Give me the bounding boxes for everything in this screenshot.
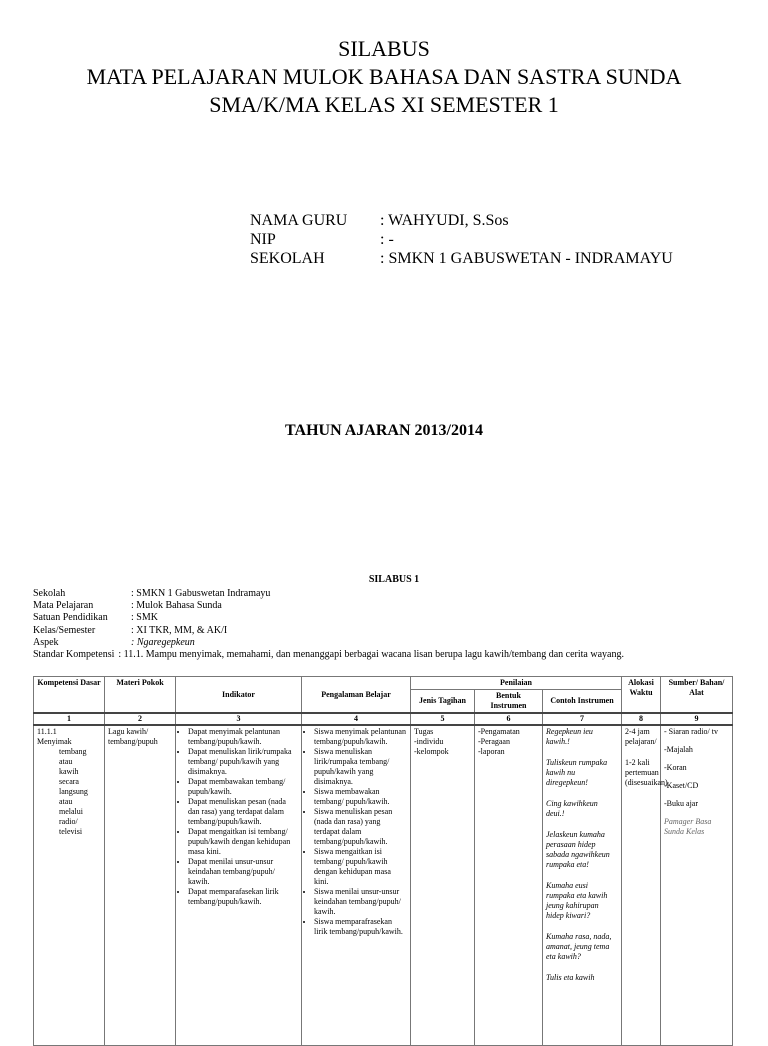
cell-alokasi [622,725,668,1045]
col-alokasi: Alokasi Waktu [622,677,661,714]
jenis-item: Tugas [414,727,434,736]
sumber-item: - Siaran radio/ tv [664,727,718,736]
school-row [250,249,673,268]
col-number: 8 [622,713,661,725]
sumber-item: -Kaset/CD [664,781,699,790]
cell-indikator [176,725,302,1045]
bentuk-item: -Pengamatan [478,727,520,736]
col-materi: Materi Pokok [105,677,176,714]
cell-materi: Lagu kawih/ tembang/pupuh [105,725,176,1045]
pengalaman-item: • Siswa menuliskan pesan (nada dan rasa) yang terdapat dalam tembang/pupuh/kawih. [314,807,407,847]
value: : 11.1. Mampu menyimak, memahami, dan menanggapi berbagai wacana lisan berupa lagu kawih/tembang dan cerita wayang. [118,649,624,661]
value: : - [380,231,394,248]
col-pengalaman: Pengalaman Belajar [302,677,411,714]
teacher-name-row [250,211,673,230]
label: Mata Pelajaran [33,600,94,612]
meta-row [33,625,624,637]
indikator-item: • Dapat menuliskan pesan (nada dan rasa) yang terdapat dalam tembang/pupuh/kawih. [188,797,298,827]
col-number: 4 [302,713,411,725]
contoh-item: Jelaskeun kumaha perasaan hidep sabada ngawihkeun rumpaka eta! [546,830,610,869]
kd-item: atau [59,797,73,806]
kd-item: televisi [59,827,83,836]
contoh-item: Cing kawihkeun deui.! [546,799,598,818]
label: Aspek [33,636,59,648]
cell-kd [34,725,105,1045]
cell-sumber [661,725,733,1045]
col-number: 2 [105,713,176,725]
col-indikator: Indikator [176,677,302,714]
contoh-item: Kumaha rasa, nada, amanat, jeung tema eta kawih? [546,932,612,961]
pengalaman-item: • Siswa menyimak pelantunan tembang/pupuh/kawih. [314,727,407,747]
indikator-item: • Dapat menuliskan lirik/rumpaka tembang/ pupuh/kawih yang disimaknya. [188,747,298,777]
value: : WAHYUDI, S.Sos [380,212,509,229]
doc-subtitle: MATA PELAJARAN MULOK BAHASA DAN SASTRA SUNDA [86,64,682,89]
value: : SMKN 1 Gabuswetan Indramayu [131,588,271,599]
col-contoh: Contoh Instrumen [543,690,622,714]
meta-row [33,637,624,649]
jenis-item: -individu [414,737,444,746]
silabus-heading: SILABUS 1 [368,574,420,585]
pengalaman-item: • Siswa membawakan tembang/ pupuh/kawih. [314,787,407,807]
column-number-row [34,713,733,725]
doc-class-semester: SMA/K/MA KELAS XI SEMESTER 1 [209,92,559,117]
label: Kelas/Semester [33,624,96,636]
contoh-item: Tuliskeun rumpaka kawih nu diregepkeun! [546,758,608,787]
indikator-item: • Dapat membawakan tembang/ pupuh/kawih. [188,777,298,797]
jenis-item: -kelompok [414,747,449,756]
sumber-item: -Majalah [664,745,693,754]
sumber-item: -Koran [664,763,687,772]
label: Standar Kompetensi [33,649,115,661]
indikator-item: • Dapat menilai unsur-unsur keindahan tembang/pupuh/ kawih. [188,857,298,887]
sumber-item: -Buku ajar [664,799,699,808]
col-jenis: Jenis Tagihan [411,690,475,714]
value: : Ngaregepkeun [131,636,195,648]
col-number: 3 [176,713,302,725]
label: Satuan Pendidikan [33,612,108,624]
value: : SMKN 1 GABUSWETAN - INDRAMAYU [380,250,673,267]
contoh-item: Kumaha eusi rumpaka eta kawih jeung kahirupan hidep kiwari? [546,881,608,920]
cell-jenis [411,725,475,1045]
contoh-item: Tulis eta kawih [546,973,595,982]
value: : XI TKR, MM, & AK/I [131,624,228,636]
table-row [34,725,733,1045]
col-kd: Kompetensi Dasar [34,677,105,714]
indikator-item: • Dapat memparafasekan lirik tembang/pupuh/kawih. [188,887,298,907]
col-number: 5 [411,713,475,725]
col-number: 6 [475,713,543,725]
kd-item: Menyimak [37,737,72,746]
kd-item: kawih [59,767,79,776]
label: NAMA GURU [250,212,348,229]
alokasi-item: 2-4 jam pelajaran/ [625,727,657,746]
doc-title: SILABUS [338,36,430,61]
kd-item: secara [59,777,79,786]
label: SEKOLAH [250,250,325,267]
label: NIP [250,231,276,248]
col-penilaian: Penilaian [411,677,622,690]
bentuk-item: -Peragaan [478,737,510,746]
meta-row [33,588,624,600]
kd-item: atau [59,757,73,766]
indikator-item: • Dapat mengaitkan isi tembang/ pupuh/kawih dengan kehidupan masa kini. [188,827,298,857]
meta-row [33,612,624,624]
syllabus-meta [33,588,624,661]
pengalaman-item: • Siswa mengaitkan isi tembang/ pupuh/kawih dengan kehidupan masa kini. [314,847,407,887]
kd-item: melalui [59,807,83,816]
bentuk-item: -laporan [478,747,505,756]
standar-kompetensi [33,649,624,661]
kd-item: 11.1.1 [37,727,57,736]
academic-year: TAHUN AJARAN 2013/2014 [285,422,483,439]
kd-item: radio/ [59,817,78,826]
alokasi-item: 1-2 kali pertemuan (disesuaikan) [625,758,668,787]
cell-pengalaman [302,725,411,1045]
value: : SMK [131,612,158,624]
col-number: 1 [34,713,105,725]
nip-row [250,230,673,249]
meta-row [33,600,624,612]
col-sumber: Sumber/ Bahan/ Alat [661,677,733,714]
value: : Mulok Bahasa Sunda [131,600,222,612]
kd-item: tembang [59,747,87,756]
indikator-item: • Dapat menyimak pelantunan tembang/pupuh/kawih. [188,727,298,747]
pengalaman-item: • Siswa menilai unsur-unsur keindahan tembang/pupuh/ kawih. [314,887,407,917]
pengalaman-item: • Siswa menuliskan lirik/rumpaka tembang/ pupuh/kawih yang disimaknya. [314,747,407,787]
pengalaman-item: • Siswa memparafrasekan lirik tembang/pupuh/kawih. [314,917,407,937]
header-row [34,677,733,690]
col-number: 9 [661,713,733,725]
col-number: 7 [543,713,622,725]
contoh-item: Regepkeun ieu kawih.! [546,727,593,746]
sumber-note: Pamager Basa Sunda Kelas [664,817,712,836]
label: Sekolah [33,588,66,599]
teacher-info [250,211,673,268]
cell-bentuk [475,725,543,1045]
syllabus-table [33,676,733,1046]
col-bentuk: Bentuk Instrumen [475,690,543,714]
cell-contoh [543,725,622,1045]
kd-item: langsung [59,787,88,796]
